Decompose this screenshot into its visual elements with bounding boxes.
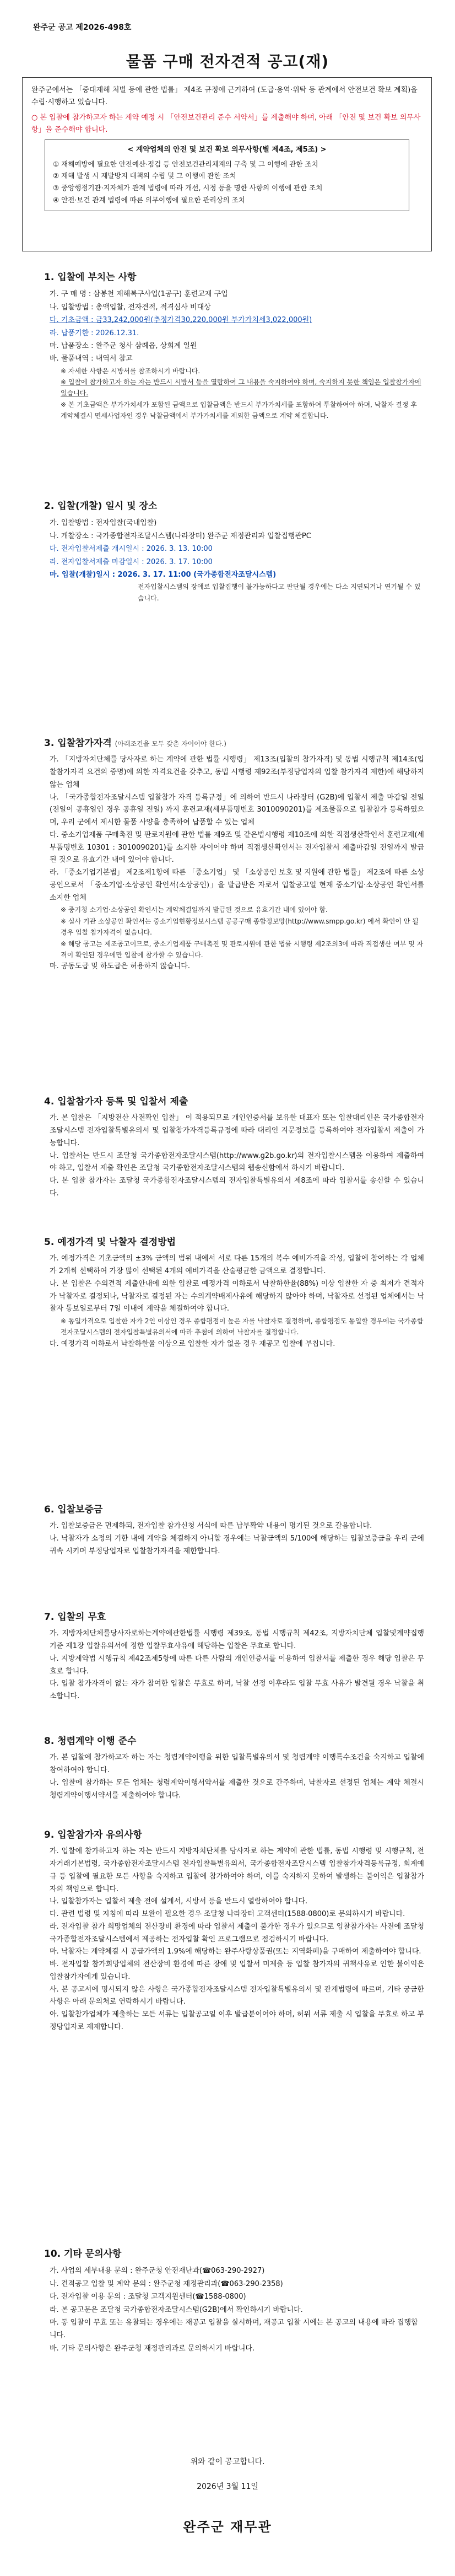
section-title: 7. 입찰의 무효	[44, 1612, 106, 1623]
section-title-note: (아래조건을 모두 갖춘 자이어야 한다.)	[115, 740, 226, 748]
section-paragraph: 다. 예정가격 이하로서 낙찰하한율 이상으로 입찰한 자가 없을 경우 재공고 입찰에 부칩니다.	[50, 1339, 335, 1348]
delivery-deadline: 라. 납품기한 : 2026.12.31.	[50, 329, 139, 337]
section-paragraph: 가. 본 입찰은 「지방전산 사전확인 입찰」 이 적용되므로 개인인증서를 보유한 대표자 또는 입찰대리인은 국가종합전자조달시스템 전자입찰특별유의서 및 입찰참가자격등록규정에 따라 대리인 지문정보를 등록하여야 전자입찰서 제출이 가능합니다.	[50, 1114, 424, 1147]
section-paragraph: 마. 낙찰자는 계약체결 시 공급가액의 1.9%에 해당하는 완주사랑상품권(또는 지역화폐)을 구매하여 제출하여야 합니다.	[50, 1947, 421, 1956]
section-paragraph: 가. 지방자치단체를당사자로하는계약에관한법률 시행령 제39조, 동법 시행규칙 제42조, 지방자치단체 입찰및계약집행기준 제1장 입찰유의서에 정한 입찰무효사유에 해당하는 입찰은 무효로 합니다.	[50, 1629, 424, 1651]
obligation-item: ① 재해예방에 필요한 안전예산·점검 등 안전보건관리체계의 구축 및 그 이행에 관한 조치	[53, 159, 318, 168]
section-paragraph: 사. 본 공고서에 명시되지 않은 사항은 국가종합전자조달시스템 전자입찰특별유의서 및 관계법령에 따르며, 기타 궁금한 사항은 아래 문의처로 연락하시기 바랍니다.	[50, 1985, 424, 2006]
section-paragraph: 나. 낙찰자가 소정의 기한 내에 계약을 체결하지 아니할 경우에는 낙찰금액의 5/100에 해당하는 입찰보증금을 우리 군에 귀속 시키며 부정당업자로 입찰참가자격을 제한합니다.	[50, 1534, 424, 1555]
section-3	[44, 736, 424, 973]
section-paragraph: 가. 예정가격은 기초금액의 ±3% 금액의 범위 내에서 서로 다른 15개의 복수 예비가격을 작성, 입찰에 참여하는 각 업체가 2개씩 선택하여 가장 많이 선택된 4개의 예비가격을 산술평균한 금액으로 결정합니다.	[50, 1254, 424, 1276]
section-row: 바. 물품내역 : 내역서 참고	[50, 355, 133, 363]
section-paragraph: 나. 입찰에 참가하는 모든 업체는 청렴계약이행서약서를 제출한 것으로 간주하며, 낙찰자로 선정된 업체는 계약 체결시 청렴계약이행서약서를 제출하여야 합니다.	[50, 1778, 424, 1800]
obligation-item: ④ 안전·보건 관계 법령에 따른 의무이행에 필요한 관리상의 조치	[53, 196, 245, 205]
notice-participate: ○ 본 입찰에 참가하고자 하는 계약 예정 시 「안전보건관리 준수 서약서」를 제출해야 하며, 아래 「안전 및 보건 확보 의무사항」을 준수해야 합니다.	[31, 114, 421, 135]
section-note: ※ 입찰에 참가하고자 하는 자는 반드시 시방서 등을 열람하여 그 내용을 숙지하여야 하며, 숙지하지 못한 책임은 입찰참가자에 있습니다.	[61, 378, 421, 398]
section-paragraph: 바. 전자입찰 참가희망업체의 전산장비 환경에 따른 장애 및 입찰서 미제출 등 입찰 참가자의 귀책사유로 인한 불이익은 입찰참가자에게 있습니다.	[50, 1960, 424, 1981]
section-note: ※ 실사 기관 소상공인 확인서는 중소기업현황정보시스템 공공구매 종합정보망(http://www.smpp.go.kr) 에서 확인이 안 될 경우 입찰 참가자격이 없습니다.	[61, 917, 419, 937]
section-title: 2. 입찰(개찰) 일시 및 장소	[44, 501, 158, 512]
section-row: 나. 입찰방법 : 총액입찰, 전자견적, 적격심사 비대상	[50, 303, 211, 312]
section-title: 4. 입찰참가자 등록 및 입찰서 제출	[44, 1096, 188, 1107]
section-note: ※ 동일가격으로 입찰한 자가 2인 이상인 경우 종합평점이 높은 자를 낙찰자로 결정하며, 종합평점도 동일할 경우에는 국가종합전자조달시스템의 전자입찰특별유의서에 따라 추첨에 의하여 낙찰자를 결정합니다.	[61, 1317, 424, 1337]
section-title: 1. 입찰에 부치는 사항	[44, 272, 137, 283]
section-note: 전자입찰시스템의 장애로 입찰집행이 불가능하다고 판단될 경우에는 다소 지연되거나 연기될 수 있습니다.	[138, 583, 421, 602]
obligations-title: < 계약업체의 안전 및 보건 확보 의무사항(별 제4조, 제5조) >	[127, 146, 327, 154]
section-paragraph: 나. 입찰참가자는 입찰서 제출 전에 설계서, 시방서 등을 반드시 열람하여야 합니다.	[50, 1897, 308, 1906]
section-note: ※ 본 기초금액은 부가가치세가 포함된 금액으로 입찰금액은 반드시 부가가치세를 포함하여 투찰하여야 하며, 낙찰자 결정 후 계약체결시 면세사업자인 경우 낙찰금액에서 부가가치세를 제외한 금액으로 계약 체결합니다.	[61, 400, 417, 420]
section-row: 마. 납품장소 : 완주군 청사 삼례읍, 상회계 일원	[50, 341, 197, 350]
section-5	[44, 1235, 424, 1351]
section-title: 3. 입찰참가자격 (아래조건을 모두 갖춘 자이어야 한다.)	[44, 738, 226, 749]
section-paragraph: 아. 입찰참가업체가 제출하는 모든 서류는 입찰공고일 이후 발급분이어야 하며, 허위 서류 제출 시 입찰을 무효로 하고 부정당업자로 제재합니다.	[50, 2010, 424, 2031]
section-paragraph: 라. 「중소기업기본법」 제2조제1항에 따른 「중소기업」 및 「소상공인 보호 및 지원에 관한 법률」 제2조에 따른 소상공인으로서 「중소기업·소상공인 확인서(소상공인)」을 발급받은 자로서 입찰공고일 현재 중소기업·소상공인 확인서를 소지한 업체	[50, 868, 424, 902]
closing-date: 2026년 3월 11일	[197, 2482, 258, 2491]
closing-text: 위와 같이 공고합니다.	[190, 2457, 265, 2466]
section-paragraph: 나. 지방계약법 시행규칙 제42조제5항에 따른 다른 사람의 개인인증서를 이용하여 입찰서를 제출한 경우 해당 입찰은 무효로 합니다.	[50, 1654, 424, 1676]
contact-row: 가. 사업의 세부내용 문의 : 완주군청 안전재난과(☎063-290-2927)	[50, 2267, 265, 2276]
section-title: 6. 입찰보증금	[44, 1504, 103, 1515]
section-title: 10. 기타 문의사항	[44, 2248, 122, 2260]
section-paragraph: 가. 입찰보증금은 면제하되, 전자입찰 참가신청 서식에 따른 납부확약 내용이 명기된 것으로 갈음합니다.	[50, 1522, 372, 1531]
section-paragraph: 가. 입찰에 참가하고자 하는 자는 반드시 지방자치단체를 당사자로 하는 계약에 관한 법률, 동법 시행령 및 시행규칙, 전자거래기본법령, 국가종합전자조달시스템 전자입찰특별유의서, 국가종합전자조달시스템 입찰참가자격등록규정, 회계예규 등 입찰에 필요한 모든 사항을 숙지하고 입찰에 참가하여야 하며, 이를 숙지하지 못하여 발생하는 불이익은 입찰참가자의 책임으로 합니다.	[50, 1847, 424, 1893]
section-paragraph: 다. 입찰 참가자격이 없는 자가 참여한 입찰은 무효로 하며, 낙찰 선정 이후라도 입찰 무효 사유가 발견될 경우 낙찰을 취소합니다.	[50, 1679, 424, 1701]
section-10	[44, 2247, 424, 2355]
section-note: ※ 중기청 소기업·소상공인 확인서는 계약체결일까지 발급된 것으로 유효기간 내에 있어야 함.	[61, 906, 328, 914]
contact-row: 바. 기타 문의사항은 완주군청 재정관리과로 문의하시기 바랍니다.	[50, 2344, 255, 2353]
contact-row: 나. 견적공고 입찰 및 계약 문의 : 완주군청 재정관리과(☎063-290-2358)	[50, 2279, 283, 2288]
section-2	[44, 499, 424, 604]
obligation-item: ③ 중앙행정기관·지자체가 관계 법령에 따라 개선, 시정 등을 명한 사항의 이행에 관한 조치	[53, 184, 323, 192]
section-paragraph: 다. 관련 법령 및 지침에 따라 보완이 필요한 경우 조달청 나라장터 고객센터(1588-0800)로 문의하시기 바랍니다.	[50, 1910, 405, 1919]
section-row: 나. 개찰장소 : 국가종합전자조달시스템(나라장터) 완주군 재정관리과 입찰집행관PC	[50, 532, 311, 540]
section-title: 5. 예정가격 및 낙찰자 결정방법	[44, 1237, 176, 1248]
section-paragraph: 나. 입찰서는 반드시 조달청 국가종합전자조달시스템(http://www.g2b.go.kr)의 전자입찰시스템을 이용하여 제출하여야 하고, 입찰서 제출 확인은 조달청 국가종합전자조달시스템의 웹송신함에서 하시기 바랍니다.	[50, 1151, 424, 1173]
section-row: 가. 입찰방법 : 전자입찰(국내입찰)	[50, 519, 157, 528]
section-paragraph: 가. 본 입찰에 참가하고자 하는 자는 청렴계약이행을 위한 입찰특별유의서 및 청렴계약 이행특수조건을 숙지하고 입찰에 참여하여야 합니다.	[50, 1753, 424, 1775]
bid-close-time: 라. 전자입찰서제출 마감일시 : 2026. 3. 17. 10:00	[50, 557, 213, 566]
page-title: 물품 구매 전자견적 공고(재)	[126, 52, 329, 71]
bid-opening-time: 마. 입찰(개찰)일시 : 2026. 3. 17. 11:00 (국가종합전자조달시스템)	[50, 570, 277, 579]
section-paragraph: 라. 전자입찰 참가 희망업체의 전산장비 환경에 따라 입찰서 제출이 불가한 경우가 있으므로 입찰참가자는 사전에 조달청 국가종합전자조달시스템에서 제공하는 전자입찰 확인 프로그램으로 점검하시기 바랍니다.	[50, 1922, 424, 1944]
contact-row: 라. 본 공고문은 조달청 국가종합전자조달시스템(G2B)에서 확인하시기 바랍니다.	[50, 2305, 303, 2314]
section-7	[44, 1610, 424, 1703]
section-8	[44, 1734, 424, 1802]
base-amount: 다. 기초금액 : 금33,242,000원(추정가격30,220,000원 부가가치세3,022,000원)	[50, 316, 312, 325]
section-note: ※ 자세한 사항은 시방서를 참조하시기 바랍니다.	[61, 367, 201, 375]
document-number: 완주군 공고 제2026-498호	[33, 23, 132, 32]
contact-row: 다. 전자입찰 이용 문의 : 조달청 고객지원센터(☎1588-0800)	[50, 2293, 246, 2301]
section-1	[44, 270, 424, 422]
section-note: ※ 해당 공고는 제조공고이므로, 중소기업제품 구매촉진 및 판로지원에 관한 법률 시행령 제2조의3에 따라 직접생산 여부 및 자격이 확인된 경우에만 입찰에 참가할 수 있습니다.	[61, 940, 424, 959]
section-row: 가. 구 매 명 : 삼봉천 재해복구사업(1공구) 훈련교재 구입	[50, 290, 228, 299]
section-6	[44, 1502, 424, 1558]
section-paragraph: 마. 공동도급 및 하도급은 허용하지 않습니다.	[50, 962, 190, 971]
bid-open-time: 다. 전자입찰서제출 개시일시 : 2026. 3. 13. 10:00	[50, 545, 213, 554]
section-paragraph: 가. 「지방자치단체를 당사자로 하는 계약에 관한 법률 시행령」 제13조(입찰의 참가자격) 및 동법 시행규칙 제14조(입찰참가자격 요건의 증명)에 의한 자격요건을 갖추고, 동법 시행령 제92조(부정당업자의 입찰 참가자격 제한)에 해당하지 않는 업체	[50, 755, 424, 789]
section-title: 8. 청렴계약 이행 준수	[44, 1736, 137, 1747]
section-title: 9. 입찰참가자 유의사항	[44, 1829, 142, 1840]
notice-intro: 완주군에서는 「중대재해 처벌 등에 관한 법률」 제4조 규정에 근거하여 (도급·용역·위탁 등 관계에서 안전보건 확보 계획)을 수립·시행하고 있습니다.	[31, 86, 418, 107]
section-4	[44, 1094, 424, 1200]
contact-row: 마. 동 입찰이 무효 또는 유찰되는 경우에는 재공고 입찰을 실시하며, 재공고 입찰 시에는 본 공고의 내용에 따라 집행합니다.	[50, 2318, 418, 2340]
section-9	[44, 1828, 424, 2034]
section-paragraph: 나. 「국가종합전자조달시스템 입찰참가 자격 등록규정」에 의하여 반드시 나라장터 (G2B)에 입찰서 제출 마감일 전일(전일이 공휴일인 경우 공휴일 전일) 까지 훈련교재(세부품명번호 3010090201)를 제조물품으로 입찰참가 등록하였으며, 우리 군에서 제시한 물품 사양을 충족하여 납품할 수 있는 업체	[50, 793, 424, 827]
obligation-item: ② 재해 발생 시 재발방지 대책의 수립 및 그 이행에 관한 조치	[53, 171, 236, 180]
obligations-box	[45, 139, 409, 211]
section-paragraph: 다. 본 입찰 참가자는 조달청 국가종합전자조달시스템의 전자입찰특별유의서 제8조에 따라 입찰서를 송신할 수 있습니다.	[50, 1177, 424, 1198]
issuing-office: 완주군 재무관	[183, 2519, 272, 2535]
safety-notice-box	[22, 77, 432, 251]
section-paragraph: 다. 중소기업제품 구매촉진 및 판로지원에 관한 법률 제9조 및 같은법시행령 제10조에 의한 직접생산확인서 훈련교재(세부품명번호 10301 : 3010090201)를 소지한 자이어야 하며 직접생산확인서는 전자입찰서 제출마감일 전일까지 발급된 것으로 유효기간 내에 있어야 합니다.	[50, 830, 424, 865]
section-paragraph: 나. 본 입찰은 수의견적 제출안내에 의한 입찰로 예정가격 이하로서 낙찰하한율(88%) 이상 입찰한 자 중 최저가 견적자가 낙찰자로 결정되나, 낙찰자로 결정된 자는 수의계약배제사유에 해당하지 않아야 하며, 낙찰자로 선정된 업체에서는 낙찰자 통보일로부터 7일 이내에 계약을 체결하여야 합니다.	[50, 1279, 424, 1313]
